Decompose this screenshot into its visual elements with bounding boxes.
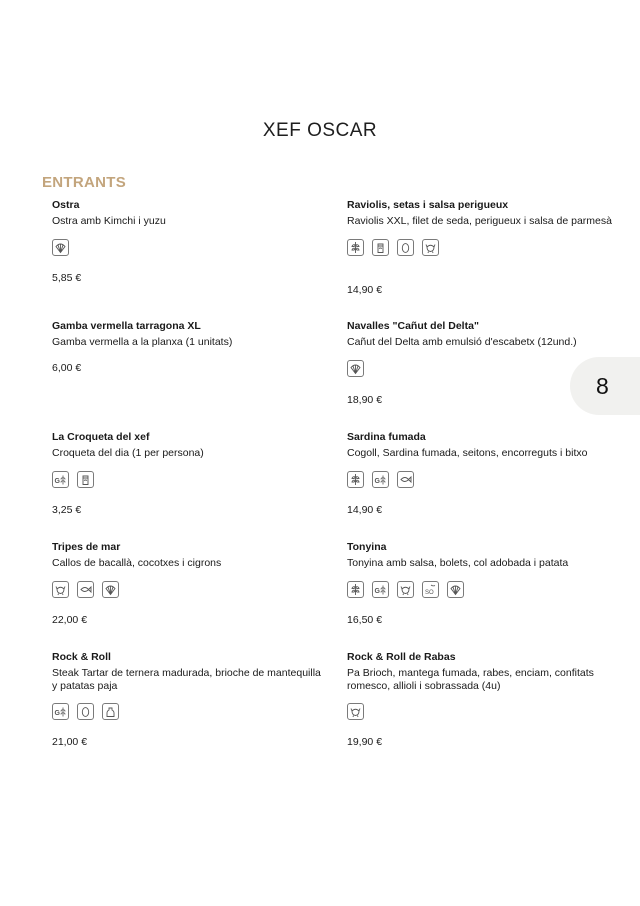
egg-icon [77, 703, 94, 720]
dish-card [52, 541, 322, 626]
dish-name: Tonyina [347, 541, 387, 553]
dish-price: 19,90 € [347, 736, 383, 748]
sesame-icon-glyph [349, 241, 362, 254]
dish-name: Gamba vermella tarragona XL [52, 320, 201, 332]
svg-text:G: G [374, 587, 380, 595]
allergen-icons [347, 471, 617, 488]
dish-name: Tripes de mar [52, 541, 121, 553]
fish-icon-glyph [399, 473, 412, 486]
gluten-icon [372, 581, 389, 598]
allergen-icons [52, 703, 322, 720]
dish-description: Callos de bacallà, cocotxes i cigrons [52, 557, 222, 569]
shellfish-icon-glyph [104, 583, 117, 596]
sesame-icon-glyph [349, 473, 362, 486]
shellfish-icon-glyph [349, 362, 362, 375]
dish-price: 22,00 € [52, 614, 88, 626]
dish-price: 5,85 € [52, 272, 82, 284]
dish-name: La Croqueta del xef [52, 431, 150, 443]
crustacean-icon-glyph [399, 583, 412, 596]
egg-icon-glyph [79, 705, 92, 718]
dish-price: 3,25 € [52, 504, 82, 516]
crustacean-icon-glyph [54, 583, 67, 596]
dish-price: 6,00 € [52, 362, 82, 374]
dish-price: 14,90 € [347, 284, 383, 296]
gluten-icon [372, 471, 389, 488]
dish-price: 14,90 € [347, 504, 383, 516]
dish-description: Cañut del Delta amb emulsió d'escabetx (12und.) [347, 336, 577, 348]
shellfish-icon [52, 239, 69, 256]
mustard-icon-glyph [104, 705, 117, 718]
sesame-icon-glyph [349, 583, 362, 596]
crustacean-icon [397, 581, 414, 598]
dish-card [52, 199, 322, 284]
section-title: ENTRANTS [42, 174, 127, 191]
milk-icon-glyph [374, 241, 387, 254]
gluten-icon-glyph [374, 473, 387, 486]
dish-name: Sardina fumada [347, 431, 426, 443]
dish-description: Tonyina amb salsa, bolets, col adobada i patata [347, 557, 569, 569]
sesame-icon [347, 471, 364, 488]
dish-card [52, 320, 322, 374]
crustacean-icon-glyph [424, 241, 437, 254]
gluten-icon-glyph [54, 473, 67, 486]
sulphites-icon-glyph [424, 583, 437, 596]
egg-icon-glyph [399, 241, 412, 254]
crustacean-icon [347, 703, 364, 720]
shellfish-icon-glyph [54, 241, 67, 254]
dish-card [347, 541, 617, 626]
dish-description: Ostra amb Kimchi i yuzu [52, 215, 166, 227]
dish-description: Cogoll, Sardina fumada, seitons, encorreguts i bitxo [347, 447, 588, 459]
gluten-icon [52, 471, 69, 488]
shellfish-icon [447, 581, 464, 598]
dish-price: 16,50 € [347, 614, 383, 626]
allergen-icons [347, 581, 617, 598]
crustacean-icon [52, 581, 69, 598]
allergen-icons [347, 360, 617, 377]
allergen-icons [52, 581, 322, 598]
gluten-icon [52, 703, 69, 720]
dish-price: 18,90 € [347, 394, 383, 406]
shellfish-icon-glyph [449, 583, 462, 596]
fish-icon [397, 471, 414, 488]
dish-card [347, 320, 617, 406]
dish-description: Gamba vermella a la planxa (1 unitats) [52, 336, 233, 348]
allergen-icons [347, 703, 617, 720]
svg-text:G: G [54, 710, 60, 717]
allergen-icons [52, 471, 322, 488]
allergen-icons [347, 239, 617, 256]
gluten-icon-glyph [374, 583, 387, 596]
dish-price: 21,00 € [52, 736, 88, 748]
sesame-icon [347, 239, 364, 256]
milk-icon [372, 239, 389, 256]
dish-description: Croqueta del dia (1 per persona) [52, 447, 204, 459]
sesame-icon [347, 581, 364, 598]
milk-icon-glyph [79, 473, 92, 486]
dish-name: Ostra [52, 199, 80, 211]
dish-name: Raviolis, setas i salsa perigueux [347, 199, 509, 211]
svg-text:G: G [374, 477, 380, 485]
shellfish-icon [347, 360, 364, 377]
fish-icon [77, 581, 94, 598]
dish-name: Rock & Roll [52, 651, 111, 663]
dish-card [347, 199, 617, 296]
crustacean-icon [422, 239, 439, 256]
dish-name: Rock & Roll de Rabas [347, 651, 456, 663]
allergen-icons [52, 239, 322, 256]
dish-description: Raviolis XXL, filet de seda, perigueux i salsa de parmesà [347, 215, 612, 227]
gluten-icon-glyph [54, 705, 67, 718]
dish-description: Steak Tartar de ternera madurada, brioche de mantequilla y patatas paja [52, 667, 321, 692]
dish-card [52, 431, 322, 516]
fish-icon-glyph [79, 583, 92, 596]
svg-text:SO: SO [425, 589, 434, 596]
crustacean-icon-glyph [349, 705, 362, 718]
page-title: XEF OSCAR [262, 120, 378, 141]
dish-card [347, 431, 617, 516]
svg-text:G: G [54, 477, 60, 485]
shellfish-icon [102, 581, 119, 598]
milk-icon [77, 471, 94, 488]
dish-card [52, 651, 322, 748]
mustard-icon [102, 703, 119, 720]
dish-card [347, 651, 617, 748]
dish-description: Pa Brioch, mantega fumada, rabes, enciam, confitats romesco, allioli i sobrassada (4u) [347, 667, 594, 692]
egg-icon [397, 239, 414, 256]
sulphites-icon [422, 581, 439, 598]
page-number: 8 [596, 372, 609, 399]
dish-name: Navalles "Cañut del Delta" [347, 320, 479, 332]
